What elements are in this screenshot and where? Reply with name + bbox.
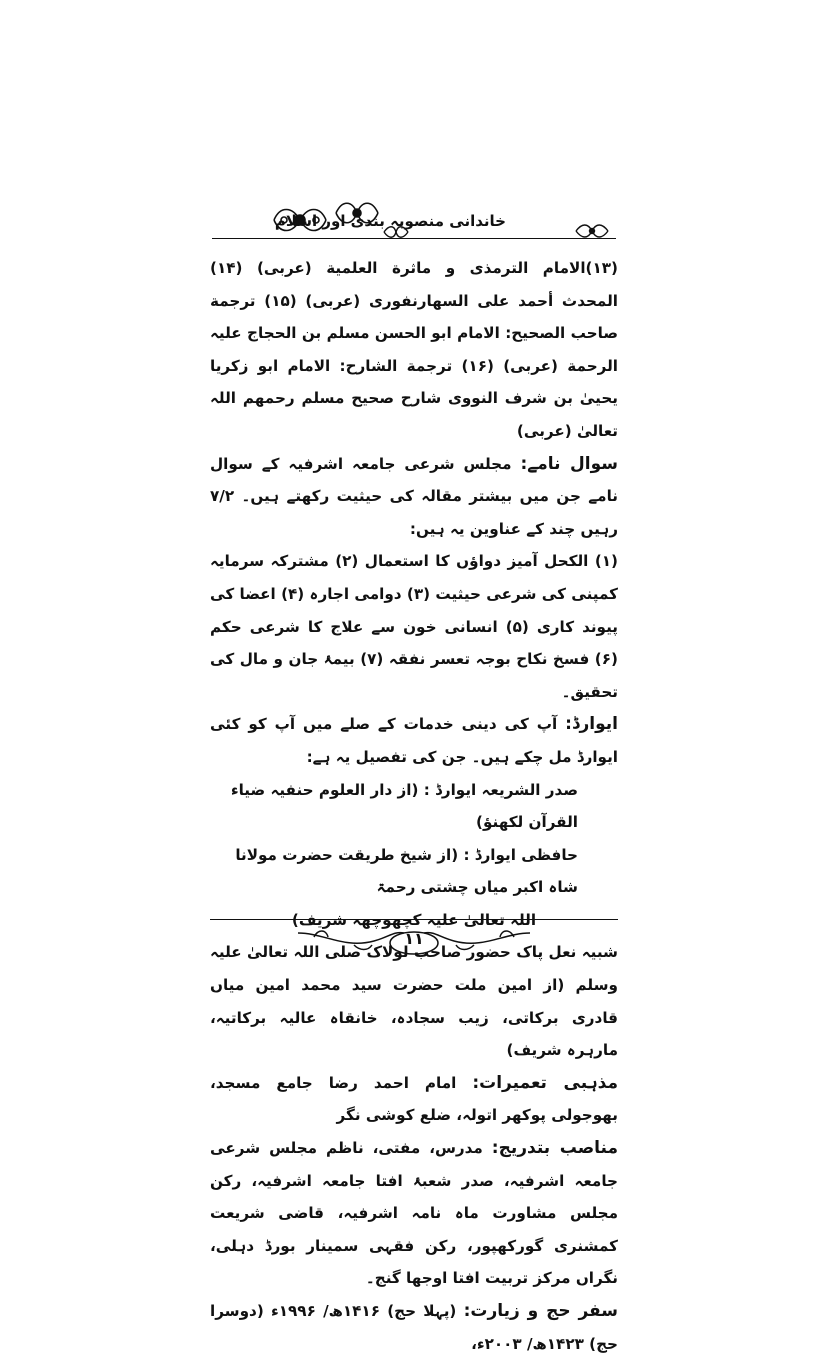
- page-header: [212, 198, 616, 244]
- sawal-label: سوال نامے:: [520, 453, 618, 474]
- works-list-paragraph: (۱۳)الامام الترمذی و ماثرة العلمية (عربی) (۱۴) المحدث أحمد علی السهارنفوری (عربی) (۱۵) ترجمة صاحب الصحیح: الامام ابو الحسن مسلم بن الحجاج علیہ الرحمة (عربی) (۱۶) ترجمة الشارح: الامام ابو زکریا یحییٰ بن شرف النووی شارح صحیح مسلم رحمهم اللہ تعالیٰ (عربی): [210, 259, 618, 440]
- safar-paragraph: [210, 1295, 618, 1360]
- mazhabi-label: مذہبی تعمیرات:: [472, 1072, 618, 1093]
- manasib-label: مناصب بتدریج:: [491, 1138, 618, 1159]
- body-text: [210, 252, 618, 1360]
- award-item-2: حافظی ایوارڈ : (از شیخ طریقت حضرت مولانا شاہ اکبر میاں چشتی رحمۃ: [235, 845, 578, 897]
- mazhabi-paragraph: [210, 1067, 618, 1132]
- award-paragraph: [210, 708, 618, 773]
- shabih-paragraph: شبیہ نعل پاک حضور صاحب لولاک صلی اللہ تعالیٰ علیہ وسلم (از امین ملت حضرت سید محمد امین میاں قادری برکاتی، زیب سجادہ، خانقاہ عالیہ برکاتیہ، مارہرہ شریف): [210, 943, 618, 1060]
- page-number: ۱۱: [404, 929, 424, 948]
- sawal-text: مجلس شرعی جامعہ اشرفیہ کے سوال نامے جن میں بیشتر مقالہ کی حیثیت رکھتے ہیں۔ ۷/۲ رہیں چند کے عناوین یہ ہیں:: [210, 454, 618, 538]
- award-item-1: صدر الشریعہ ایوارڈ : (از دار العلوم حنفیہ ضیاء القرآن لکھنؤ): [230, 780, 578, 832]
- sawal-list: (۱) الکحل آمیز دواؤں کا استعمال (۲) مشترکہ سرمایہ کمپنی کی شرعی حیثیت (۳) دوامی اجارہ (۴) اعضا کی پیوند کاری (۵) انسانی خون سے علاج کا شرعی حکم (۶) فسخ نکاح بوجہ تعسر نفقہ (۷) بیمۂ جان و مال کی تحقیق۔: [210, 552, 619, 701]
- header-rule: [212, 238, 616, 239]
- footer-rule: [210, 919, 618, 920]
- sawal-paragraph: [210, 448, 618, 546]
- mazhabi-text: امام احمد رضا جامع مسجد، بھوجولی پوکھر اتولہ، ضلع کوشی نگر: [210, 1073, 618, 1125]
- header-title: خاندانی منصوبہ بندی اور اسلام: [274, 212, 506, 230]
- safar-label: سفر حج و زیارت:: [463, 1301, 618, 1321]
- page-footer: [210, 915, 618, 963]
- award-label: ایوارڈ:: [565, 714, 618, 735]
- manasib-paragraph: [210, 1132, 618, 1295]
- award-text: آپ کی دینی خدمات کے صلے میں آپ کو کئی ایوارڈ مل چکے ہیں۔ جن کی تفصیل یہ ہے:: [210, 715, 618, 766]
- manasib-text: مدرس، مفتی، ناظم مجلس شرعی جامعہ اشرفیہ، صدر شعبۂ افتا جامعہ اشرفیہ، رکن مجلس مشاورت ماہ نامہ اشرفیہ، قاضی شریعت کمشنری گورکھپور، رکن فقہی سمینار بورڈ دہلی، نگراں مرکز تربیت افتا اوجھا گنج۔: [210, 1139, 618, 1288]
- award-item-2-continued: اللہ تعالیٰ علیہ کچھوچھہ شریف): [291, 910, 537, 929]
- safar-text: (پہلا حج) ۱۴۱۶ھ/ ۱۹۹۶ء (دوسرا حج) ۱۴۲۳ھ/ ۲۰۰۳ء،: [210, 1302, 618, 1353]
